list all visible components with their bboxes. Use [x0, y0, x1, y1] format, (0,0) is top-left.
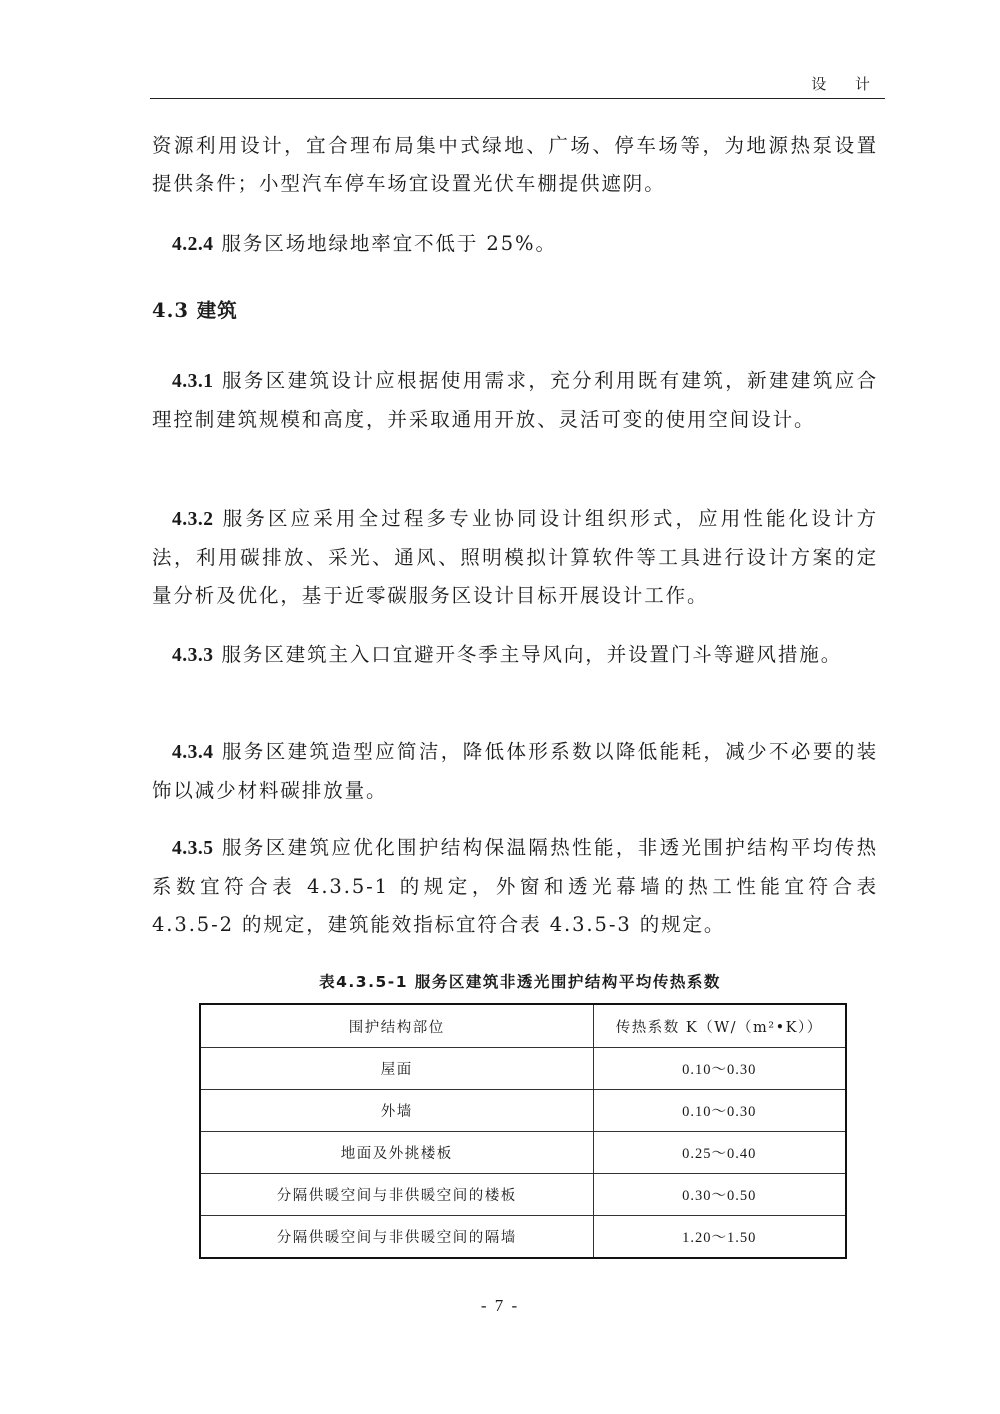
paragraph-continued: 资源利用设计，宜合理布局集中式绿地、广场、停车场等，为地源热泵设置提供条件；小型汽车停车场宜设置光伏车棚提供遮阴。	[152, 134, 878, 195]
clause-text: 服务区应采用全过程多专业协同设计组织形式，应用性能化设计方法，利用碳排放、采光、通风、照明模拟计算软件等工具进行设计方案的定量分析及优化，基于近零碳服务区设计目标开展设计工作。	[152, 507, 878, 607]
clause-text: 服务区建筑应优化围护结构保温隔热性能，非透光围护结构平均传热系数宜符合表 4.3.5-1 的规定，外窗和透光幕墙的热工性能宜符合表 4.3.5-2 的规定，建筑能效指标宜符合表 4.3.5-3 的规定。	[152, 836, 878, 936]
table-row	[200, 1090, 846, 1132]
clause-number: 4.2.4	[172, 234, 214, 255]
clause-number: 4.3.4	[172, 742, 214, 763]
clause-4-3-5	[152, 829, 878, 944]
cell-k: 0.10～0.30	[593, 1048, 846, 1090]
section-heading-4-3: 4.3 建筑	[152, 299, 238, 322]
clause-text: 服务区建筑造型应简洁，降低体形系数以降低能耗，减少不必要的装饰以减少材料碳排放量。	[152, 740, 878, 802]
cell-part: 分隔供暖空间与非供暖空间的楼板	[200, 1174, 593, 1216]
clause-number: 4.3.3	[172, 645, 214, 666]
header-rule	[150, 98, 885, 99]
table-row	[200, 1132, 846, 1174]
cell-part: 地面及外挑楼板	[200, 1132, 593, 1174]
clause-4-3-4	[152, 733, 878, 810]
header-k: 传热系数 K（W/（m²•K））	[593, 1004, 846, 1048]
table-row	[200, 1216, 846, 1259]
clause-text: 服务区场地绿地率宜不低于 25%。	[221, 232, 557, 255]
page-number: - 7 -	[480, 1296, 520, 1315]
clause-number: 4.3.1	[172, 371, 214, 392]
cell-k: 0.25～0.40	[593, 1132, 846, 1174]
cell-k: 0.10～0.30	[593, 1090, 846, 1132]
cell-part: 分隔供暖空间与非供暖空间的隔墙	[200, 1216, 593, 1259]
clause-4-3-3	[152, 636, 878, 675]
clause-text: 服务区建筑设计应根据使用需求，充分利用既有建筑，新建建筑应合理控制建筑规模和高度，并采取通用开放、灵活可变的使用空间设计。	[152, 369, 878, 431]
clause-number: 4.3.5	[172, 838, 214, 859]
clause-4-3-1	[152, 362, 878, 439]
table-row	[200, 1174, 846, 1216]
cell-part: 外墙	[200, 1090, 593, 1132]
clause-number: 4.3.2	[172, 509, 214, 530]
section-header-label: 设 计	[811, 75, 882, 93]
header-part: 围护结构部位	[200, 1004, 593, 1048]
clause-4-3-2	[152, 500, 878, 615]
table-header-row	[200, 1004, 846, 1048]
cell-part: 屋面	[200, 1048, 593, 1090]
heat-transfer-table	[199, 1003, 847, 1259]
cell-k: 1.20～1.50	[593, 1216, 846, 1259]
cell-k: 0.30～0.50	[593, 1174, 846, 1216]
table-row	[200, 1048, 846, 1090]
clause-4-2-4	[152, 225, 878, 264]
table-caption: 表4.3.5-1 服务区建筑非透光围护结构平均传热系数	[319, 973, 721, 991]
clause-text: 服务区建筑主入口宜避开冬季主导风向，并设置门斗等避风措施。	[221, 643, 843, 666]
